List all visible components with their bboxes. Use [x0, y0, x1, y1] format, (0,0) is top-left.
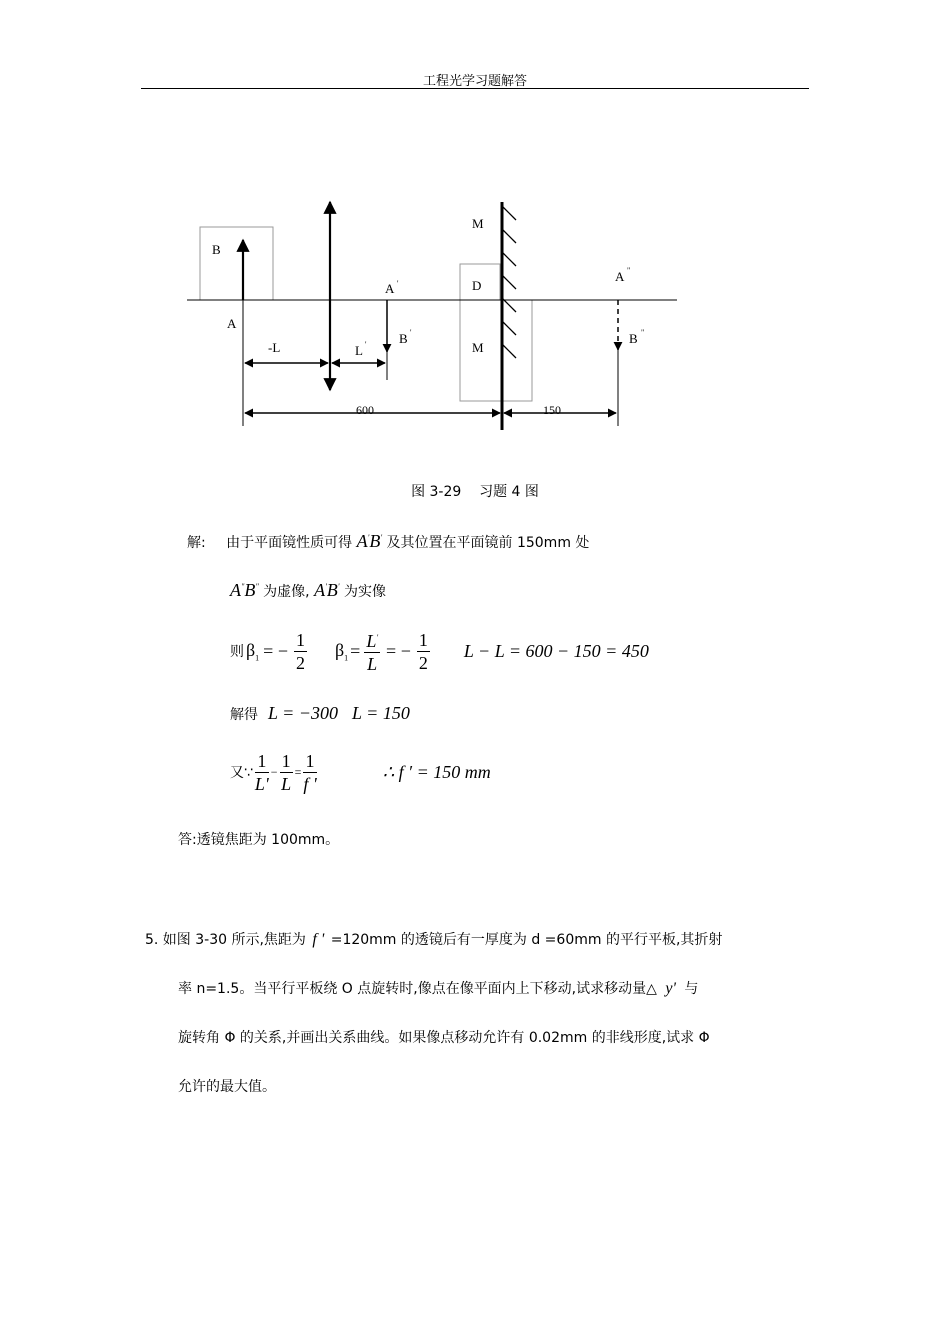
label-B1-prime: ': [410, 328, 412, 337]
label-B2-prime: ": [641, 328, 645, 337]
solution-lens-formula: 又∵ $\frac{1}{L'}$ − $\frac{1}{L}$ = $\frac{1}{f '}$ ∴ f ′ = 150 mm: [230, 750, 491, 794]
symbol-y-prime: y': [665, 980, 676, 997]
label-A1-prime: ': [397, 279, 399, 288]
eq-distance: L − L = 600 − 150 = 450: [463, 640, 649, 661]
label-M-bottom: M: [472, 340, 484, 355]
symbol-f-prime: f ': [312, 931, 325, 948]
label-minus-L: -L: [268, 340, 281, 355]
solve-Lp: L = 150: [351, 703, 410, 723]
label-A1: A: [385, 281, 395, 296]
solution-intro: [187, 531, 589, 552]
solution-image-types: [230, 580, 386, 601]
figure-caption: 图 3-29 习题 4 图: [411, 484, 539, 500]
frac-half-1: $\frac{1}{2}$: [295, 629, 305, 673]
label-600: 600: [356, 403, 374, 417]
label-A2: A: [615, 269, 625, 284]
label-B1: B: [399, 331, 408, 346]
label-L-prime-mark: ': [365, 340, 367, 349]
figure-3-29: [0, 190, 950, 435]
symbol-A1B1-real: A'B': [314, 580, 340, 600]
focal-result: ∴ f ′ = 150 mm: [382, 761, 491, 782]
frac-1-over-fp: $\frac{1}{f '}$: [303, 750, 317, 794]
header-rule: [141, 88, 809, 89]
solution-label: 解:: [187, 535, 206, 551]
again-label: 又∵: [230, 765, 253, 781]
label-B: B: [212, 242, 221, 257]
label-A2-prime: ": [627, 266, 631, 275]
answer-text: 答:透镜焦距为 100mm。: [178, 832, 340, 848]
solution-intro-text: 由于平面镜性质可得: [226, 535, 353, 551]
problem5-line1: 5. 如图 3-30 所示,焦距为 f ' =120mm 的透镜后有一厚度为 d =60mm 的平行平板,其折射: [145, 931, 723, 948]
page-header: 工程光学习题解答: [422, 74, 527, 89]
then-label: 则: [230, 644, 244, 660]
box-mirror-lower: [460, 300, 532, 401]
frac-1-over-Lp: $\frac{1}{L'}$: [254, 750, 269, 794]
solution-intro-text2: 及其位置在平面镜前 150mm 处: [386, 535, 590, 551]
problem5-line3: 旋转角 Φ 的关系,并画出关系曲线。如果像点移动允许有 0.02mm 的非线形度,试求 Φ: [178, 1030, 710, 1046]
label-L-prime: L: [355, 343, 363, 358]
solution-solve: [230, 703, 410, 724]
label-A: A: [227, 316, 237, 331]
label-150: 150: [543, 403, 561, 417]
label-B2: B: [629, 331, 638, 346]
box-object: [200, 227, 273, 300]
problem5-line4: 允许的最大值。: [178, 1079, 276, 1095]
solve-label: 解得: [230, 706, 258, 723]
beta-1b: $\beta_1$: [334, 639, 349, 663]
solution-magnification: 则 $\beta_1$ = − $\frac{1}{2}$ $\beta_1$ = $\frac{L'}{L}$ = − $\frac{1}{2}$ L − L = 600 − 150 = 450: [230, 627, 649, 675]
frac-Lp-over-L: $\frac{L'}{L}$: [364, 627, 380, 675]
label-D: D: [472, 278, 482, 293]
real-text: 为实像: [343, 584, 386, 600]
mirror-hatching: [503, 207, 516, 358]
solve-L: L = −300: [268, 703, 338, 723]
frac-half-2: $\frac{1}{2}$: [418, 629, 428, 673]
label-M-top: M: [472, 216, 484, 231]
symbol-A2B2: A"B": [230, 580, 259, 600]
problem5-line2: 率 n=1.5。当平行平板绕 O 点旋转时,像点在像平面内上下移动,试求移动量△ y' 与: [178, 980, 699, 997]
symbol-A1B1: A'B': [356, 531, 383, 551]
frac-1-over-L: $\frac{1}{L}$: [281, 750, 292, 794]
virtual-text: 为虚像,: [263, 584, 310, 600]
beta-1: $\beta_1$: [246, 639, 260, 663]
